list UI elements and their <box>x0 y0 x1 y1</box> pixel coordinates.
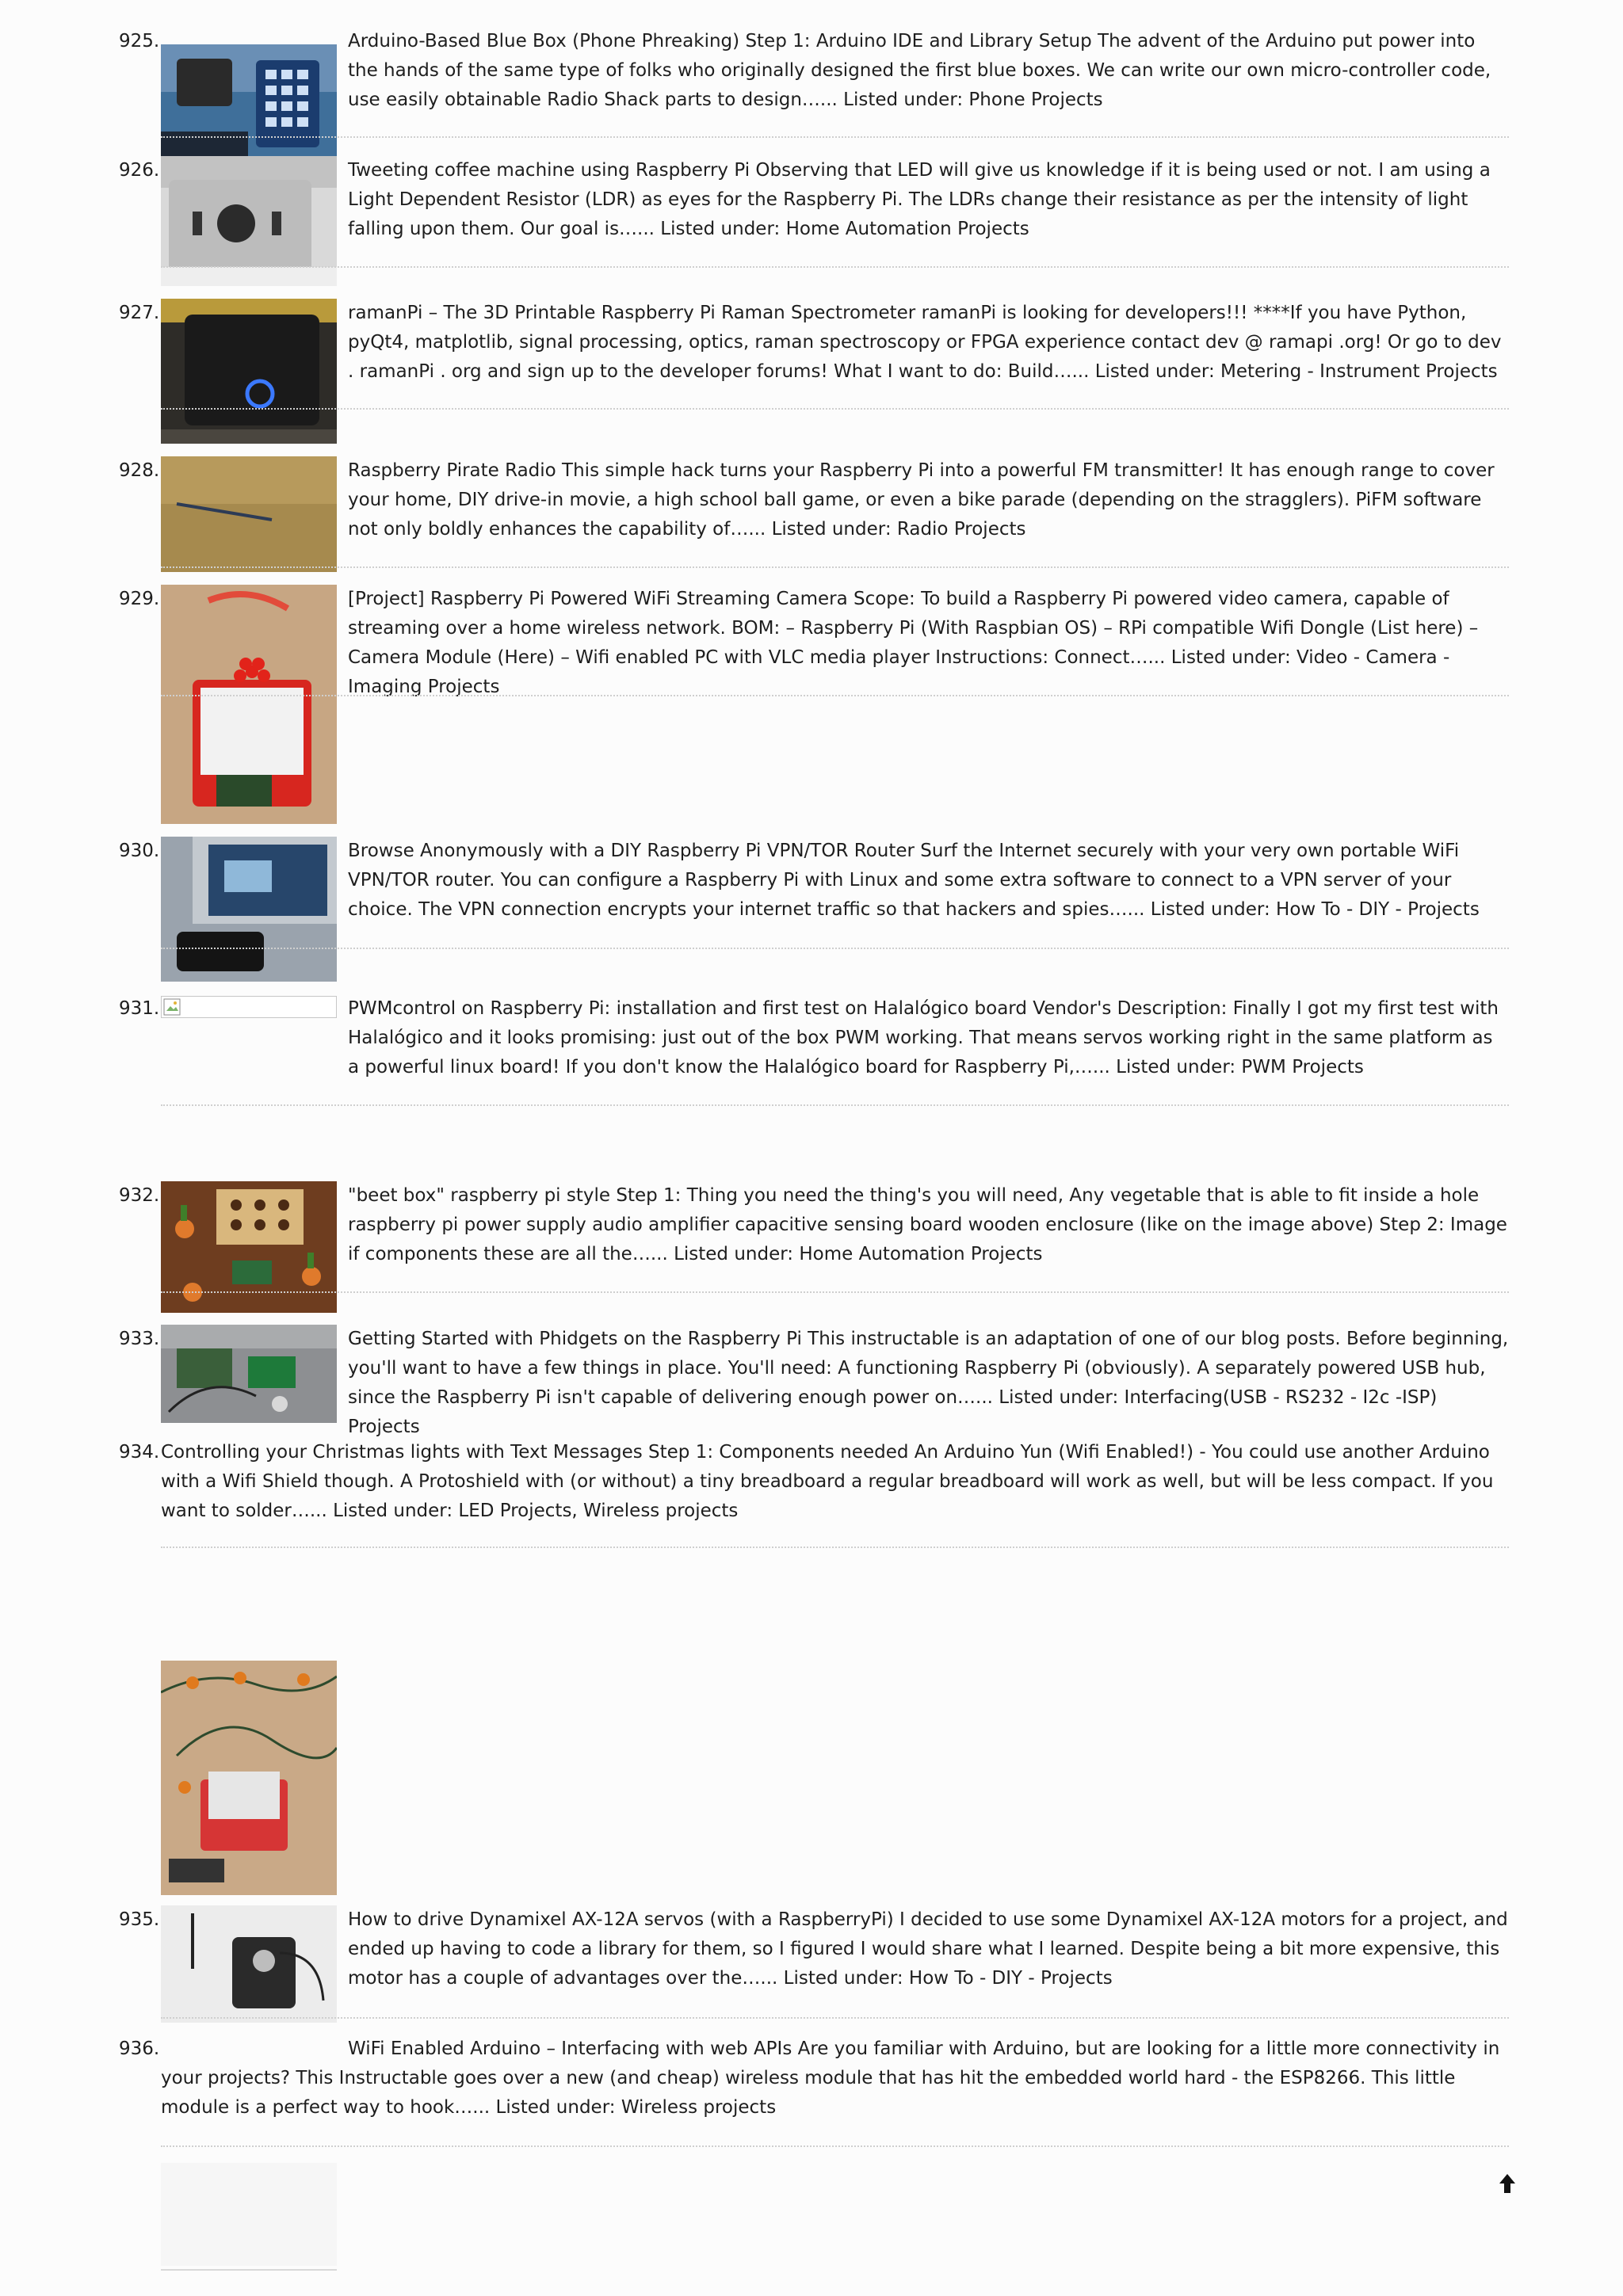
thumbnail-vpn-router[interactable] <box>161 837 337 982</box>
separator <box>161 1291 1509 1293</box>
item-text[interactable]: Getting Started with Phidgets on the Raspberry Pi This instructable is an adaptation of one of our blog posts. Before beginning, you'll want to have a few things in place. You'll need: A functioning Raspberry Pi (obviously). A separately powered USB hub, since the Raspberry Pi isn't capable of delivering enough power on…... Listed under: Interfacing(USB - RS232 - I2c -ISP) Projects <box>348 1329 1509 1437</box>
separator <box>161 948 1509 949</box>
item-text[interactable]: PWMcontrol on Raspberry Pi: installation and first test on Halalógico board Vendor's Description: Finally I got my first test with Halalógico and it looks promising: just out of the box PWM working. That means servos working right in the same platform as a powerful linux board! If you don't know the Halalógico board for Raspberry Pi,…... Listed under: PWM Projects <box>348 998 1499 1077</box>
item-text[interactable]: How to drive Dynamixel AX-12A servos (with a RaspberryPi) I decided to use some Dynamixel AX-12A motors for a project, and ended up having to code a library for them, so I figured I would share what I learned. Despite being a bit more expensive, this motor has a couple of advantages over the…... Listed under: How To - DIY - Projects <box>348 1909 1508 1989</box>
item-text[interactable]: Controlling your Christmas lights with Text Messages Step 1: Components needed An Arduino Yun (Wifi Enabled!) - You could use another Arduino with a Wifi Shield though. A Protoshield with (or without) a tiny breadboard a regular breadboard will work as well, but will be less compact. If you want to solder…... Listed under: LED Projects, Wireless projects <box>161 1442 1494 1521</box>
separator <box>161 1104 1509 1106</box>
item-number: 925. <box>119 31 160 51</box>
separator <box>161 2145 1509 2147</box>
thumbnail-beet-box[interactable] <box>161 1181 337 1313</box>
item-text[interactable]: WiFi Enabled Arduino – Interfacing with web APIs Are you familiar with Arduino, but are looking for a little more connectivity in your projects? This Instructable goes over a new (and cheap) wireless module that has hit the embedded world hard - the ESP8266. This little module is a perfect way to hook…... Listed under: Wireless projects <box>161 2039 1500 2118</box>
thumbnail-phidgets[interactable] <box>161 1325 337 1423</box>
thumbnail-pirate-radio[interactable] <box>161 456 337 572</box>
separator <box>161 2017 1509 2019</box>
item-number: 927. <box>119 303 160 323</box>
item-text[interactable]: Tweeting coffee machine using Raspberry Pi Observing that LED will give us knowledge if it is being used or not. I am using a Light Dependent Resistor (LDR) as eyes for the Raspberry Pi. The LDRs change their resistance as per the intensity of light falling upon them. Our goal is…... Listed under: Home Automation Projects <box>348 160 1491 239</box>
arrow-up-icon[interactable] <box>1498 2172 1517 2196</box>
thumbnail-wifi-camera[interactable] <box>161 585 337 824</box>
separator <box>161 408 1509 410</box>
separator <box>161 2269 337 2271</box>
separator <box>161 1547 1509 1548</box>
thumbnail-blue-box[interactable] <box>161 44 337 170</box>
broken-image <box>161 996 337 1018</box>
broken-image-icon <box>163 998 181 1016</box>
item-text[interactable]: Browse Anonymously with a DIY Raspberry Pi VPN/TOR Router Surf the Internet securely with your very own portable WiFi VPN/TOR router. You can configure a Raspberry Pi with Linux and some extra software to connect to a VPN server of your choice. The VPN connection encrypts your internet traffic so that hackers and spies…... Listed under: How To - DIY - Projects <box>348 841 1480 920</box>
separator <box>161 566 1509 568</box>
item-number: 931. <box>119 998 160 1019</box>
separator <box>161 266 1509 268</box>
item-number: 928. <box>119 460 160 481</box>
thumbnail-raman-spectrometer[interactable] <box>161 299 337 444</box>
thumbnail-dynamixel-servo[interactable] <box>161 1905 337 2023</box>
item-text[interactable]: Arduino-Based Blue Box (Phone Phreaking) Step 1: Arduino IDE and Library Setup The advent of the Arduino put power into the hands of the same type of folks who originally designed the first blue boxes. We can write our own micro-controller code, use easily obtainable Radio Shack parts to design…... Listed under: Phone Projects <box>348 31 1491 110</box>
item-number: 930. <box>119 841 160 861</box>
item-number: 932. <box>119 1185 160 1206</box>
item-number: 935. <box>119 1909 160 1930</box>
image-placeholder <box>161 2163 337 2266</box>
separator <box>161 136 1509 138</box>
thumbnail-christmas-lights[interactable] <box>161 1661 337 1895</box>
item-text[interactable]: ramanPi – The 3D Printable Raspberry Pi Raman Spectrometer ramanPi is looking for developers!!! ****If you have Python, pyQt4, matplotlib, signal processing, optics, raman spectroscopy or FPGA experience contact dev @ ramapi .org! Or go to dev . ramanPi . org and sign up to the developer forums! What I want to do: Build…... Listed under: Metering - Instrument Projects <box>348 303 1502 382</box>
item-number: 933. <box>119 1329 160 1349</box>
item-text[interactable]: Raspberry Pirate Radio This simple hack turns your Raspberry Pi into a powerful FM transmitter! It has enough range to cover your home, DIY drive-in movie, a high school ball game, or even a bike parade (depending on the stragglers). PiFM software not only boldly enhances the capability of…... Listed under: Radio Projects <box>348 460 1495 540</box>
separator <box>161 695 1509 696</box>
item-number: 936. <box>119 2039 160 2059</box>
item-number: 934. <box>119 1442 160 1463</box>
item-number: 926. <box>119 160 160 181</box>
item-text[interactable]: "beet box" raspberry pi style Step 1: Thing you need the thing's you will need, Any vegetable that is able to fit inside a hole raspberry pi power supply audio amplifier capacitive sensing board wooden enclosure (like on the image above) Step 2: Image if components these are all the…... Listed under: Home Automation Projects <box>348 1185 1507 1264</box>
item-text[interactable]: [Project] Raspberry Pi Powered WiFi Streaming Camera Scope: To build a Raspberry Pi powered video camera, capable of streaming over a home wireless network. BOM: – Raspberry Pi (With Raspbian OS) – RPi compatible Wifi Dongle (List here) – Camera Module (Here) – Wifi enabled PC with VLC media player Instructions: Connect…... Listed under: Video - Camera - Imaging Projects <box>348 589 1479 697</box>
item-number: 929. <box>119 589 160 609</box>
